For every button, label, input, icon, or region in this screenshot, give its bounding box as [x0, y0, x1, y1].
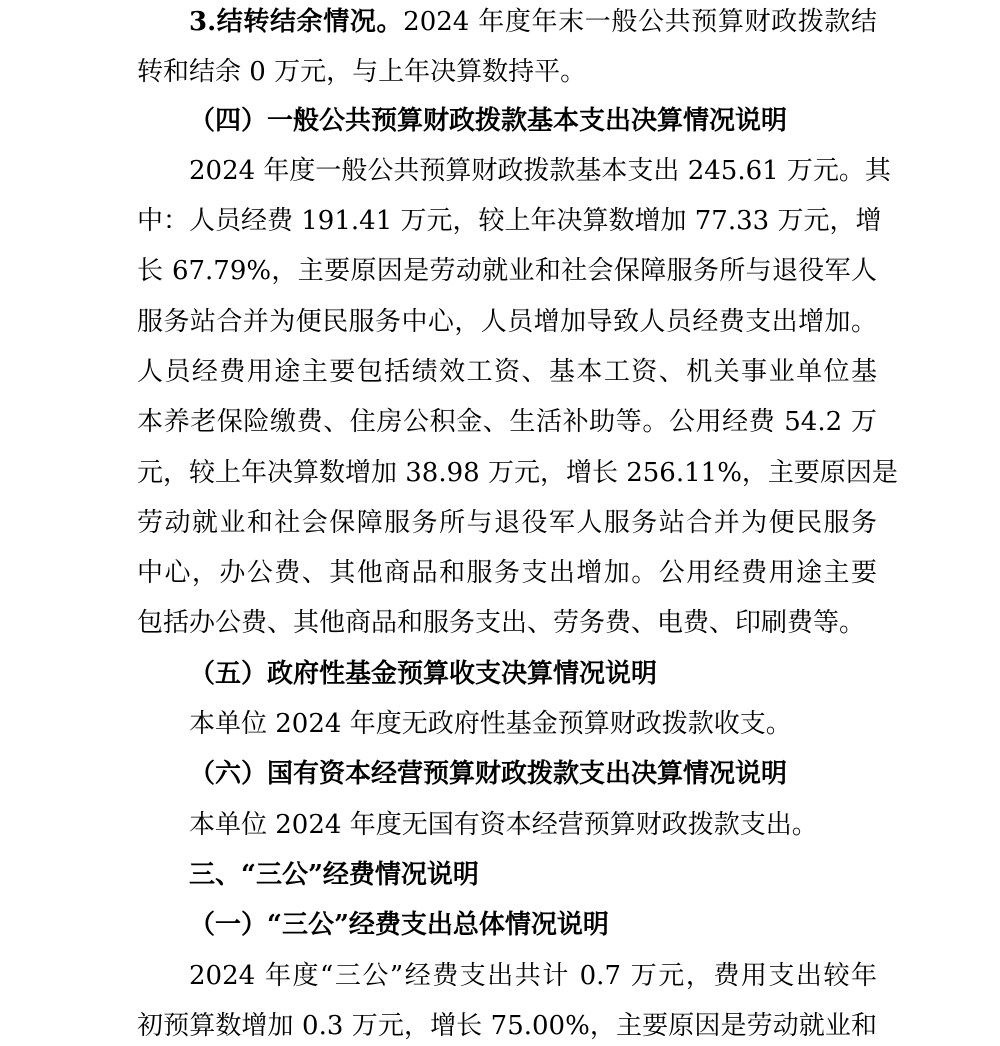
- paragraph-line: 元，较上年决算数增加 38.98 万元，增长 256.11%，主要原因是: [137, 458, 898, 488]
- paragraph-line: 2024 年度“三公”经费支出共计 0.7 万元，费用支出较年: [189, 961, 877, 991]
- paragraph-line: 初预算数增加 0.3 万元，增长 75.00%，主要原因是劳动就业和: [137, 1011, 877, 1041]
- item-lead: 3.结转结余情况。: [189, 7, 404, 37]
- paragraph-line: [189, 2, 877, 42]
- paragraph-line: 中：人员经费 191.41 万元，较上年决算数增加 77.33 万元，增: [137, 206, 882, 236]
- subheading: （四）一般公共预算财政拨款基本支出决算情况说明: [189, 106, 788, 136]
- paragraph-line: 长 67.79%，主要原因是劳动就业和社会保障服务所与退役军人: [137, 256, 877, 286]
- subheading: （一）“三公”经费支出总体情况说明: [189, 910, 609, 940]
- paragraph-line: 本养老保险缴费、住房公积金、生活补助等。公用经费 54.2 万: [137, 407, 877, 437]
- paragraph-line: 劳动就业和社会保障服务所与退役军人服务站合并为便民服务: [137, 508, 877, 538]
- paragraph-line: 服务站合并为便民服务中心，人员增加导致人员经费支出增加。: [137, 307, 877, 337]
- paragraph-line: 人员经费用途主要包括绩效工资、基本工资、机关事业单位基: [137, 357, 877, 387]
- paragraph-line: 本单位 2024 年度无国有资本经营预算财政拨款支出。: [189, 810, 818, 840]
- paragraph-line: 2024 年度一般公共预算财政拨款基本支出 245.61 万元。其: [189, 156, 891, 186]
- paragraph-line: 本单位 2024 年度无政府性基金预算财政拨款收支。: [189, 709, 792, 739]
- paragraph-line: 中心，办公费、其他商品和服务支出增加。公用经费用途主要: [137, 558, 877, 588]
- section-heading: 三、“三公”经费情况说明: [189, 860, 479, 890]
- paragraph-line: 转和结余 0 万元，与上年决算数持平。: [137, 57, 587, 87]
- subheading: （五）政府性基金预算收支决算情况说明: [189, 659, 658, 689]
- line-text: 2024 年度年末一般公共预算财政拨款结: [403, 7, 877, 37]
- subheading: （六）国有资本经营预算财政拨款支出决算情况说明: [189, 759, 788, 789]
- paragraph-line: 包括办公费、其他商品和服务支出、劳务费、电费、印刷费等。: [137, 608, 866, 638]
